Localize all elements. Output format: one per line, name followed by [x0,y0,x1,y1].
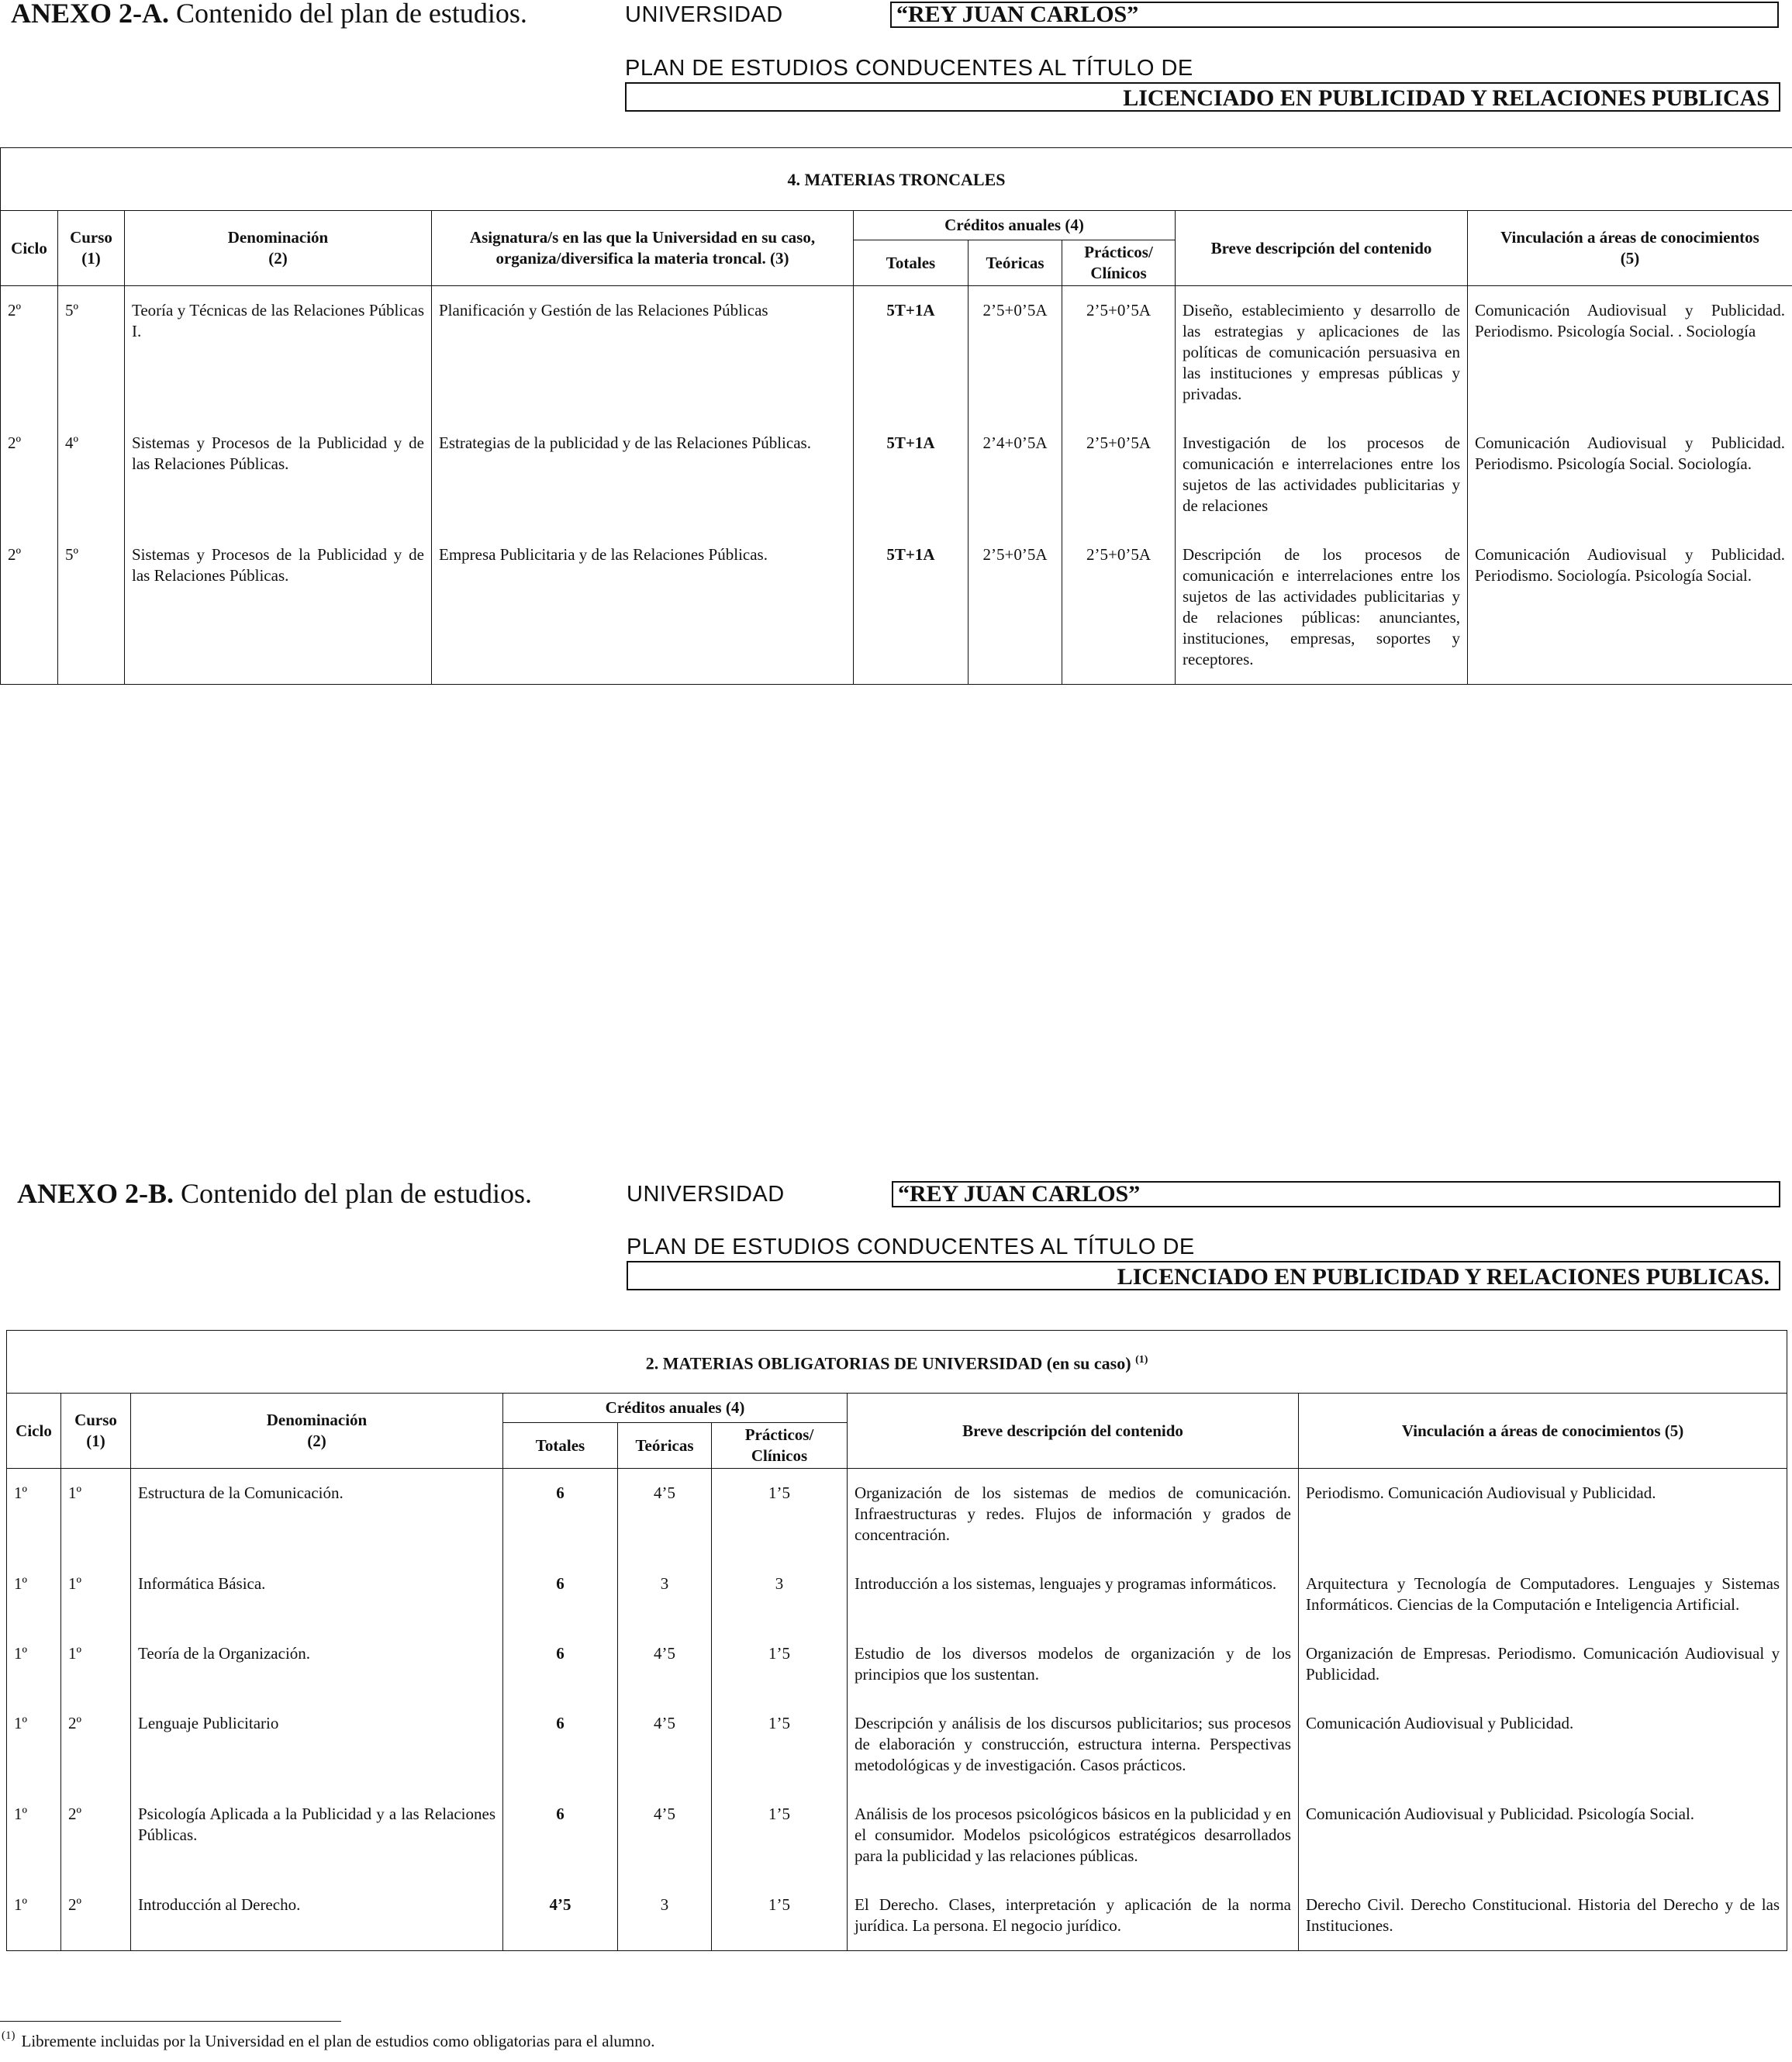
cell-practicos: 1’5 [712,1469,848,1560]
table-row [7,1629,1787,1699]
troncales-table [0,147,1792,685]
university-label: UNIVERSIDAD [625,2,783,27]
cell-ciclo: 1º [7,1881,61,1951]
cell-ciclo: 1º [7,1629,61,1699]
cell-denominacion: Estructura de la Comunicación. [131,1469,503,1560]
cell-totales: 6 [503,1469,618,1560]
cell-descripcion: Análisis de los procesos psicológicos básicos en la publicidad y en el consumidor. Modelos psicológicos estratégicos desarrollados para la publicidad y las relaciones públicas. [848,1790,1299,1881]
cell-teoricas: 3 [618,1559,712,1629]
header-denominacion: Denominación (2) [131,1394,503,1469]
header-ciclo: Ciclo [1,211,58,286]
university-name-box: “REY JUAN CARLOS” [890,2,1779,28]
cell-descripcion: Diseño, establecimiento y desarrollo de las estrategias y aplicaciones de las políticas de comunicación persuasiva en las instituciones y empresas públicas y privadas. [1176,286,1468,420]
table-title: 2. MATERIAS OBLIGATORIAS DE UNIVERSIDAD (en su caso) $^{(1)}$ [7,1331,1787,1394]
cell-asignatura: Planificación y Gestión de las Relaciones Públicas [432,286,854,420]
footnote: $^{(1)}$ Libremente incluidas por la Universidad en el plan de estudios como obligatorias para el alumno. [2,2029,655,2050]
cell-denominacion: Lenguaje Publicitario [131,1699,503,1790]
cell-denominacion: Sistemas y Procesos de la Publicidad y de las Relaciones Públicas. [125,530,432,685]
cell-teoricas: 4’5 [618,1469,712,1560]
header-practicos: Prácticos/ Clínicos [712,1423,848,1469]
cell-ciclo: 2º [1,286,58,420]
header-totales: Totales [503,1423,618,1469]
cell-totales: 6 [503,1790,618,1881]
cell-teoricas: 2’5+0’5A [969,530,1062,685]
header-breve-descripcion: Breve descripción del contenido [848,1394,1299,1469]
cell-vinculacion: Derecho Civil. Derecho Constitucional. Historia del Derecho y de las Instituciones. [1299,1881,1787,1951]
cell-descripcion: Organización de los sistemas de medios de comunicación. Infraestructuras y redes. Flujos de información y grados de concentración. [848,1469,1299,1560]
header-vinculacion: Vinculación a áreas de conocimientos (5) [1299,1394,1787,1469]
header-practicos: Prácticos/ Clínicos [1062,240,1176,286]
cell-totales: 4’5 [503,1881,618,1951]
cell-vinculacion: Organización de Empresas. Periodismo. Comunicación Audiovisual y Publicidad. [1299,1629,1787,1699]
cell-asignatura: Estrategias de la publicidad y de las Relaciones Públicas. [432,419,854,530]
cell-ciclo: 1º [7,1699,61,1790]
cell-descripcion: Investigación de los procesos de comunicación e interrelaciones entre los sujetos de las actividades publicitarias y de relaciones [1176,419,1468,530]
cell-vinculacion: Comunicación Audiovisual y Publicidad. Periodismo. Psicología Social. . Sociología [1468,286,1792,420]
cell-ciclo: 1º [7,1469,61,1560]
header-creditos: Créditos anuales (4) [503,1394,848,1423]
cell-practicos: 2’5+0’5A [1062,419,1176,530]
table-row [1,419,1792,530]
cell-vinculacion: Comunicación Audiovisual y Publicidad. Periodismo. Psicología Social. Sociología. [1468,419,1792,530]
cell-descripcion: Introducción a los sistemas, lenguajes y programas informáticos. [848,1559,1299,1629]
cell-vinculacion: Comunicación Audiovisual y Publicidad. [1299,1699,1787,1790]
cell-vinculacion: Periodismo. Comunicación Audiovisual y Publicidad. [1299,1469,1787,1560]
cell-vinculacion: Comunicación Audiovisual y Publicidad. Psicología Social. [1299,1790,1787,1881]
cell-curso: 2º [61,1790,131,1881]
cell-ciclo: 2º [1,530,58,685]
cell-practicos: 2’5+0’5A [1062,530,1176,685]
cell-teoricas: 4’5 [618,1699,712,1790]
cell-teoricas: 2’5+0’5A [969,286,1062,420]
header-asignatura: Asignatura/s en las que la Universidad en su caso, organiza/diversifica la materia troncal. (3) [432,211,854,286]
cell-curso: 4º [58,419,125,530]
table-row [7,1699,1787,1790]
header-breve-descripcion: Breve descripción del contenido [1176,211,1468,286]
anexo-title: ANEXO 2-A. Contenido del plan de estudios. [11,0,527,29]
cell-practicos: 3 [712,1559,848,1629]
cell-teoricas: 4’5 [618,1629,712,1699]
cell-vinculacion: Comunicación Audiovisual y Publicidad. Periodismo. Sociología. Psicología Social. [1468,530,1792,685]
cell-curso: 1º [61,1469,131,1560]
cell-practicos: 2’5+0’5A [1062,286,1176,420]
cell-denominacion: Teoría de la Organización. [131,1629,503,1699]
cell-denominacion: Psicología Aplicada a la Publicidad y a las Relaciones Públicas. [131,1790,503,1881]
header-totales: Totales [854,240,969,286]
cell-denominacion: Teoría y Técnicas de las Relaciones Públicas I. [125,286,432,420]
cell-totales: 5T+1A [854,286,969,420]
table-row [7,1881,1787,1951]
header-teoricas: Teóricas [618,1423,712,1469]
cell-ciclo: 2º [1,419,58,530]
plan-label: PLAN DE ESTUDIOS CONDUCENTES AL TÍTULO DE [627,1235,1195,1259]
anexo-title: ANEXO 2-B. Contenido del plan de estudios. [17,1178,532,1209]
degree-title-box: LICENCIADO EN PUBLICIDAD Y RELACIONES PUBLICAS [625,82,1780,112]
cell-descripcion: El Derecho. Clases, interpretación y aplicación de la norma jurídica. La persona. El negocio jurídico. [848,1881,1299,1951]
table-row [7,1469,1787,1560]
cell-denominacion: Informática Básica. [131,1559,503,1629]
cell-denominacion: Sistemas y Procesos de la Publicidad y de las Relaciones Públicas. [125,419,432,530]
cell-teoricas: 4’5 [618,1790,712,1881]
cell-practicos: 1’5 [712,1881,848,1951]
cell-practicos: 1’5 [712,1790,848,1881]
header-curso: Curso (1) [61,1394,131,1469]
cell-descripcion: Descripción y análisis de los discursos publicitarios; sus procesos de elaboración y construcción, estructura interna. Perspectivas metodológicas y de investigación. Casos prácticos. [848,1699,1299,1790]
cell-curso: 2º [61,1699,131,1790]
cell-practicos: 1’5 [712,1629,848,1699]
cell-teoricas: 2’4+0’5A [969,419,1062,530]
cell-curso: 2º [61,1881,131,1951]
header-creditos: Créditos anuales (4) [854,211,1176,240]
cell-totales: 6 [503,1559,618,1629]
table-row [1,286,1792,420]
university-name-box: “REY JUAN CARLOS” [892,1181,1780,1207]
cell-curso: 5º [58,530,125,685]
cell-asignatura: Empresa Publicitaria y de las Relaciones Públicas. [432,530,854,685]
cell-ciclo: 1º [7,1559,61,1629]
cell-curso: 1º [61,1559,131,1629]
cell-practicos: 1’5 [712,1699,848,1790]
cell-teoricas: 3 [618,1881,712,1951]
cell-descripcion: Estudio de los diversos modelos de organización y de los principios que los sustentan. [848,1629,1299,1699]
cell-ciclo: 1º [7,1790,61,1881]
cell-curso: 5º [58,286,125,420]
header-vinculacion: Vinculación a áreas de conocimientos (5) [1468,211,1792,286]
obligatorias-table [6,1330,1787,1951]
university-label: UNIVERSIDAD [627,1182,785,1207]
header-denominacion: Denominación (2) [125,211,432,286]
cell-vinculacion: Arquitectura y Tecnología de Computadores. Lenguajes y Sistemas Informáticos. Ciencias de la Computación e Inteligencia Artificial. [1299,1559,1787,1629]
cell-totales: 5T+1A [854,419,969,530]
cell-totales: 6 [503,1699,618,1790]
header-ciclo: Ciclo [7,1394,61,1469]
cell-totales: 5T+1A [854,530,969,685]
header-curso: Curso (1) [58,211,125,286]
table-row [1,530,1792,685]
plan-label: PLAN DE ESTUDIOS CONDUCENTES AL TÍTULO DE [625,56,1193,81]
table-title: 4. MATERIAS TRONCALES [1,148,1792,211]
cell-denominacion: Introducción al Derecho. [131,1881,503,1951]
cell-totales: 6 [503,1629,618,1699]
cell-curso: 1º [61,1629,131,1699]
footnote-divider [0,2021,341,2022]
degree-title-box: LICENCIADO EN PUBLICIDAD Y RELACIONES PUBLICAS. [627,1261,1780,1290]
cell-descripcion: Descripción de los procesos de comunicación e interrelaciones entre los sujetos de las actividades publicitarias y de relaciones públicas: anunciantes, instituciones, empresas, soportes y receptores. [1176,530,1468,685]
header-teoricas: Teóricas [969,240,1062,286]
table-row [7,1559,1787,1629]
table-row [7,1790,1787,1881]
